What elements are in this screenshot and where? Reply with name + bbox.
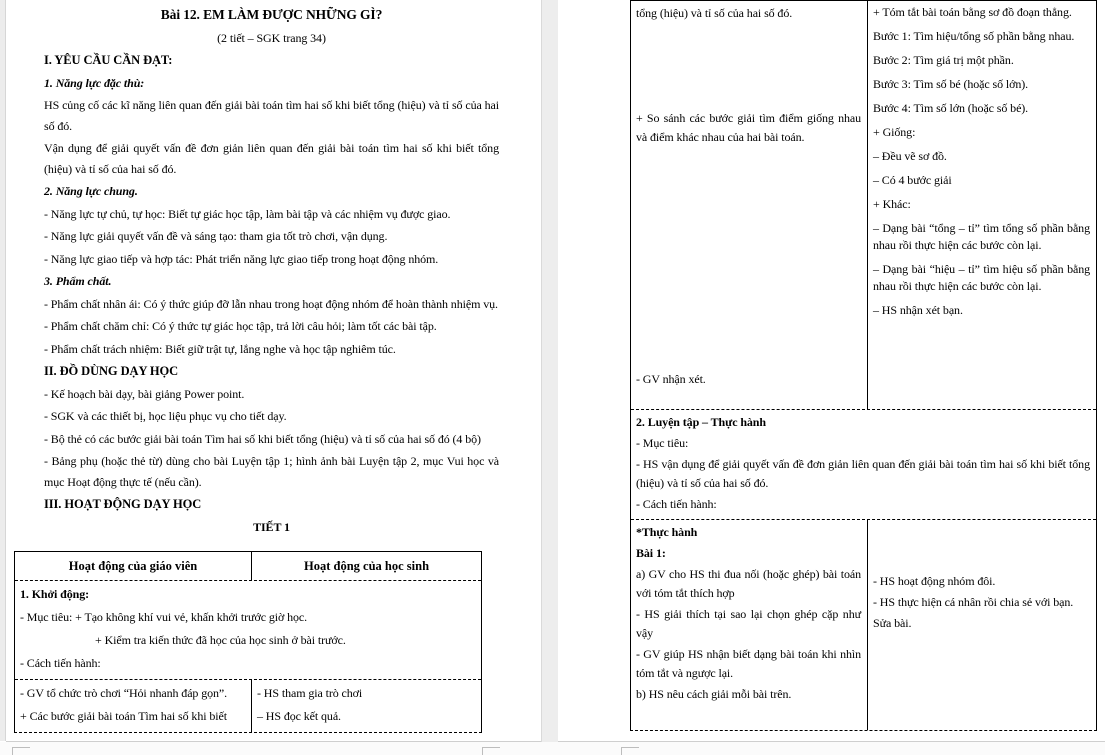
student-step: Bước 2: Tìm giá trị một phần. (873, 53, 1014, 67)
page-1[interactable] (6, 0, 541, 742)
practice-intro-row (631, 410, 1096, 520)
paragraph-equipment-3: - Bộ thẻ có các bước giải bài toán Tìm hai số khi biết tổng (hiệu) và tỉ số của hai số đó (4 bộ) (44, 431, 481, 446)
practice-intro-cell (631, 410, 1096, 519)
student-step: – Đều vẽ sơ đồ. (873, 149, 947, 163)
next-page-corner-mark (12, 747, 30, 755)
teacher-continued-line: tổng (hiệu) và tỉ số của hai số đó. (636, 6, 793, 20)
heading-general-competence: 2. Năng lực chung. (44, 184, 138, 198)
section-activities-heading: III. HOẠT ĐỘNG DẠY HỌC (44, 497, 202, 511)
practice-title: 2. Luyện tập – Thực hành (636, 415, 766, 429)
student-step: – Có 4 bước giải (873, 173, 952, 187)
warmup-cell (15, 581, 481, 679)
exercise-teacher-cell (631, 520, 868, 730)
student-step: – Dạng bài “tổng – tỉ” tìm tổng số phần bằng nhau rồi thực hiện các bước còn lại. (873, 221, 1090, 252)
page-1-body (44, 5, 499, 539)
page-2[interactable] (558, 0, 1105, 742)
paragraph-equipment-1: - Kế hoạch bài dạy, bài giảng Power point. (44, 386, 245, 401)
warmup-goal: - Mục tiêu: + Tạo không khí vui vẻ, khấn khởi trước giờ học. (20, 610, 308, 624)
activity-table-page1 (14, 551, 482, 733)
summary-row (631, 1, 1096, 410)
student-game-line-2: – HS đọc kết quả. (257, 709, 341, 723)
next-page-corner-mark (482, 747, 500, 755)
teacher-comment: - GV nhận xét. (636, 372, 706, 386)
paragraph-equipment-2: - SGK và các thiết bị, học liệu phục vụ cho tiết dạy. (44, 409, 287, 423)
paragraph-general-1: - Năng lực tự chủ, tự học: Biết tự giác học tập, làm bài tập và các nhiệm vụ được giao. (44, 206, 451, 221)
paragraph-equipment-4: - Bảng phụ (hoặc thẻ từ) dùng cho bài Luyện tập 1; hình ảnh bài Luyện tập 2, mục Vui học và mục Hoạt động thực tế (nếu cần). (44, 454, 499, 489)
header-student-activities: Hoạt động của học sinh (303, 559, 430, 573)
table-header-row (15, 552, 481, 581)
teacher-game-line-1: - GV tổ chức trò chơi “Hỏi nhanh đáp gọn”. (20, 686, 228, 700)
student-pair-work: - HS hoạt động nhóm đôi. (873, 574, 996, 588)
practice-method: - Cách tiến hành: (636, 497, 717, 511)
student-game-line-1: - HS tham gia trò chơi (257, 686, 363, 700)
lesson-title: Bài 12. EM LÀM ĐƯỢC NHỮNG GÌ? (160, 7, 383, 22)
lesson-period-label: TIẾT 1 (253, 519, 290, 534)
game-student-cell (252, 680, 481, 732)
game-row (15, 680, 481, 732)
teacher-explain-task: - HS giải thích tại sao lại chọn ghép cặp như vậy (636, 607, 861, 640)
student-fix: Sửa bài. (873, 616, 912, 630)
warmup-title: 1. Khởi động: (20, 587, 90, 601)
page-gap (541, 0, 559, 755)
practice-goal: - HS vận dụng để giải quyết vấn đề đơn giản liên quan đến giải bài toán tìm hai số khi biết tổng (hiệu) và tỉ số của hai số đó. (636, 457, 1090, 490)
teacher-help-task: - GV giúp HS nhận biết dạng bài toán khi nhìn tóm tắt và ngược lại. (636, 647, 861, 680)
game-teacher-cell (15, 680, 252, 732)
student-step: Bước 1: Tìm hiệu/tổng số phần bằng nhau. (873, 29, 1075, 43)
paragraph-specific-2: Vận dụng để giải quyết vấn đề đơn giản liên quan đến giải bài toán tìm hai số khi biết tổng (hiệu) và tỉ số của hai số đó. (44, 141, 499, 176)
teacher-task-b: b) HS nêu cách giải mỗi bài trên. (636, 687, 792, 701)
student-step: + Tóm tắt bài toán bằng sơ đồ đoạn thẳng. (873, 5, 1072, 19)
practice-subheading: *Thực hành (636, 525, 698, 539)
practice-goal-label: - Mục tiêu: (636, 436, 689, 450)
warmup-method: - Cách tiến hành: (20, 656, 101, 670)
student-step: Bước 4: Tìm số lớn (hoặc số bé). (873, 101, 1029, 115)
paragraph-quality-2: - Phẩm chất chăm chỉ: Có ý thức tự giác học tập, trả lời câu hỏi; làm tốt các bài tập. (44, 319, 437, 333)
student-step: + Giống: (873, 125, 916, 139)
student-step: – HS nhận xét bạn. (873, 303, 963, 317)
next-page-corner-mark (621, 747, 639, 755)
heading-quality: 3. Phẩm chất. (44, 274, 112, 288)
paragraph-specific-1: HS củng cố các kĩ năng liên quan đến giải bài toán tìm hai số khi biết tổng (hiệu) và tỉ số của hai số đó. (44, 98, 499, 133)
student-step: + Khác: (873, 197, 911, 211)
summary-teacher-cell (631, 1, 868, 409)
teacher-compare-prompt: + So sánh các bước giải tìm điểm giống nhau và điểm khác nhau của hai bài toán. (636, 111, 861, 144)
paragraph-general-2: - Năng lực giải quyết vấn đề và sáng tạo: tham gia tốt trò chơi, vận dụng. (44, 229, 388, 243)
student-step: – Dạng bài “hiệu – tỉ” tìm hiệu số phần bằng nhau rồi thực hiện các bước còn lại. (873, 262, 1090, 293)
warmup-row (15, 581, 481, 680)
paragraph-general-3: - Năng lực giao tiếp và hợp tác: Phát triển năng lực giao tiếp trong hoạt động nhóm. (44, 251, 439, 266)
lesson-subtitle: (2 tiết – SGK trang 34) (217, 30, 326, 45)
warmup-goal-2: + Kiểm tra kiến thức đã học của học sinh ở bài trước. (95, 633, 346, 647)
student-individual-work: - HS thực hiện cá nhân rồi chia sẻ với bạn. (873, 595, 1074, 609)
header-teacher-activities: Hoạt động của giáo viên (15, 552, 252, 580)
teacher-game-line-2: + Các bước giải bài toán Tìm hai số khi biết (20, 709, 227, 723)
summary-student-cell (868, 1, 1096, 409)
paragraph-quality-3: - Phẩm chất trách nhiệm: Biết giữ trật tự, lắng nghe và học tập nghiêm túc. (44, 341, 396, 356)
heading-specific-competence: 1. Năng lực đặc thù: (44, 75, 145, 90)
page-row-gap (0, 742, 1105, 755)
student-step: Bước 3: Tìm số bé (hoặc số lớn). (873, 77, 1029, 91)
activity-table-page2 (630, 0, 1097, 731)
exercise-student-cell (868, 520, 1096, 730)
paragraph-quality-1: - Phẩm chất nhân ái: Có ý thức giúp đỡ lẫn nhau trong hoạt động nhóm để hoàn thành nhiệm vụ. (44, 296, 498, 311)
section-requirements-heading: I. YÊU CẦU CẦN ĐẠT: (44, 53, 173, 67)
section-equipment-heading: II. ĐỒ DÙNG DẠY HỌC (44, 364, 179, 378)
exercise-row (631, 520, 1096, 730)
teacher-task-a: a) GV cho HS thi đua nối (hoặc ghép) bài toán với tóm tắt thích hợp (636, 567, 861, 600)
exercise-title: Bài 1: (636, 546, 666, 560)
